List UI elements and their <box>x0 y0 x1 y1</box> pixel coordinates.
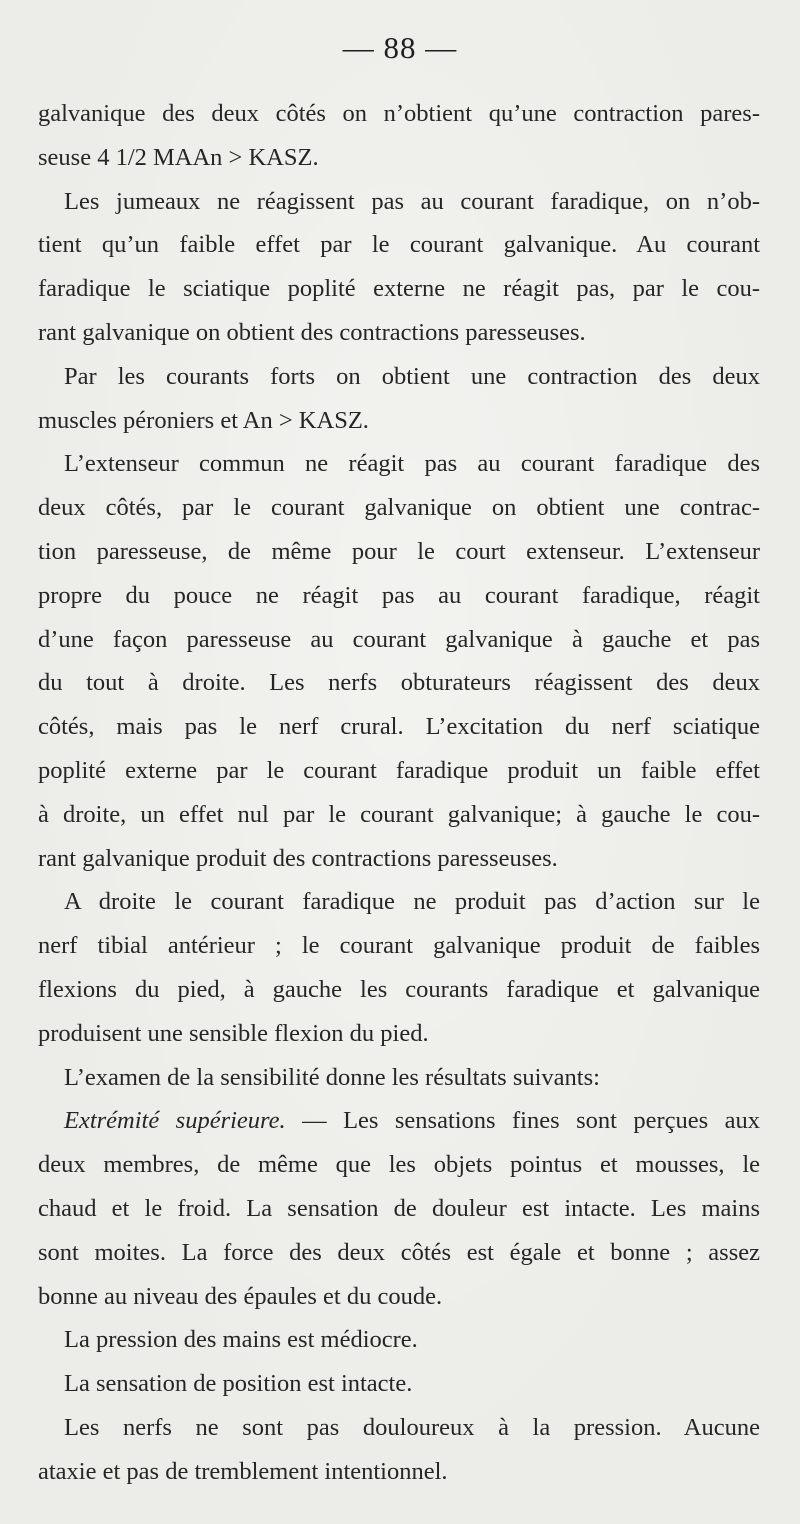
text-line: bonne au niveau des épaules et du coude. <box>38 1282 443 1310</box>
paragraph <box>38 442 760 880</box>
paragraph <box>38 880 760 1055</box>
paragraph <box>38 1406 760 1494</box>
text-line: sont moites. La force des deux côtés est égale et bonne ; assez <box>38 1238 760 1266</box>
text-line: d’une façon paresseuse au courant galvanique à gauche et pas <box>38 625 760 653</box>
text-line: rant galvanique produit des contractions paresseuses. <box>38 844 558 872</box>
text-line: Les jumeaux ne réagissent pas au courant faradique, on n’ob- <box>64 187 760 215</box>
paragraph <box>38 180 760 355</box>
text-line: Les nerfs ne sont pas douloureux à la pression. Aucune <box>64 1413 760 1441</box>
paragraph <box>38 1362 760 1406</box>
text-line: rant galvanique on obtient des contractions paresseuses. <box>38 318 586 346</box>
text-line: L’extenseur commun ne réagit pas au courant faradique des <box>64 450 760 478</box>
text-line: deux membres, de même que les objets pointus et mousses, le <box>38 1151 760 1179</box>
text-line: ataxie et pas de tremblement intentionnel. <box>38 1457 448 1485</box>
text-line: produisent une sensible flexion du pied. <box>38 1019 429 1047</box>
text-line: Par les courants forts on obtient une contraction des deux <box>64 362 760 390</box>
text-run: — Les sensations fines sont perçues aux <box>285 1107 760 1135</box>
paragraph <box>38 355 760 443</box>
text-line: nerf tibial antérieur ; le courant galvanique produit de faibles <box>38 932 760 960</box>
text-line <box>38 1099 760 1143</box>
text-line: du tout à droite. Les nerfs obturateurs réagissent des deux <box>38 669 760 697</box>
paragraph <box>38 92 760 180</box>
text-line: tient qu’un faible effet par le courant galvanique. Au courant <box>38 231 760 259</box>
text-line: muscles péroniers et An > KASZ. <box>38 406 369 434</box>
body-text <box>38 92 760 1494</box>
text-line: A droite le courant faradique ne produit pas d’action sur le <box>64 888 760 916</box>
paragraph <box>38 1056 760 1100</box>
paragraph <box>38 1099 760 1318</box>
text-line: à droite, un effet nul par le courant galvanique; à gauche le cou- <box>38 800 760 828</box>
text-line: propre du pouce ne réagit pas au courant faradique, réagit <box>38 581 760 609</box>
text-line: chaud et le froid. La sensation de douleur est intacte. Les mains <box>38 1194 760 1222</box>
text-line: La pression des mains est médiocre. <box>64 1326 418 1354</box>
paragraph <box>38 1318 760 1362</box>
text-line: galvanique des deux côtés on n’obtient qu’une contraction pares- <box>38 100 760 127</box>
text-line: seuse 4 1/2 MAAn > KASZ. <box>38 143 319 171</box>
text-line: tion paresseuse, de même pour le court extenseur. L’extenseur <box>38 537 760 565</box>
text-line: L’examen de la sensibilité donne les résultats suivants: <box>64 1063 600 1091</box>
text-line: côtés, mais pas le nerf crural. L’excitation du nerf sciatique <box>38 713 760 741</box>
text-line: faradique le sciatique poplité externe ne réagit pas, par le cou- <box>38 275 760 303</box>
section-heading: Extrémité supérieure. <box>64 1107 286 1135</box>
text-line: flexions du pied, à gauche les courants faradique et galvanique <box>38 975 760 1003</box>
page-number: — 88 — <box>342 30 458 65</box>
text-line: La sensation de position est intacte. <box>64 1370 413 1398</box>
text-line: deux côtés, par le courant galvanique on obtient une contrac- <box>38 494 760 522</box>
text-line: poplité externe par le courant faradique produit un faible effet <box>38 756 760 784</box>
